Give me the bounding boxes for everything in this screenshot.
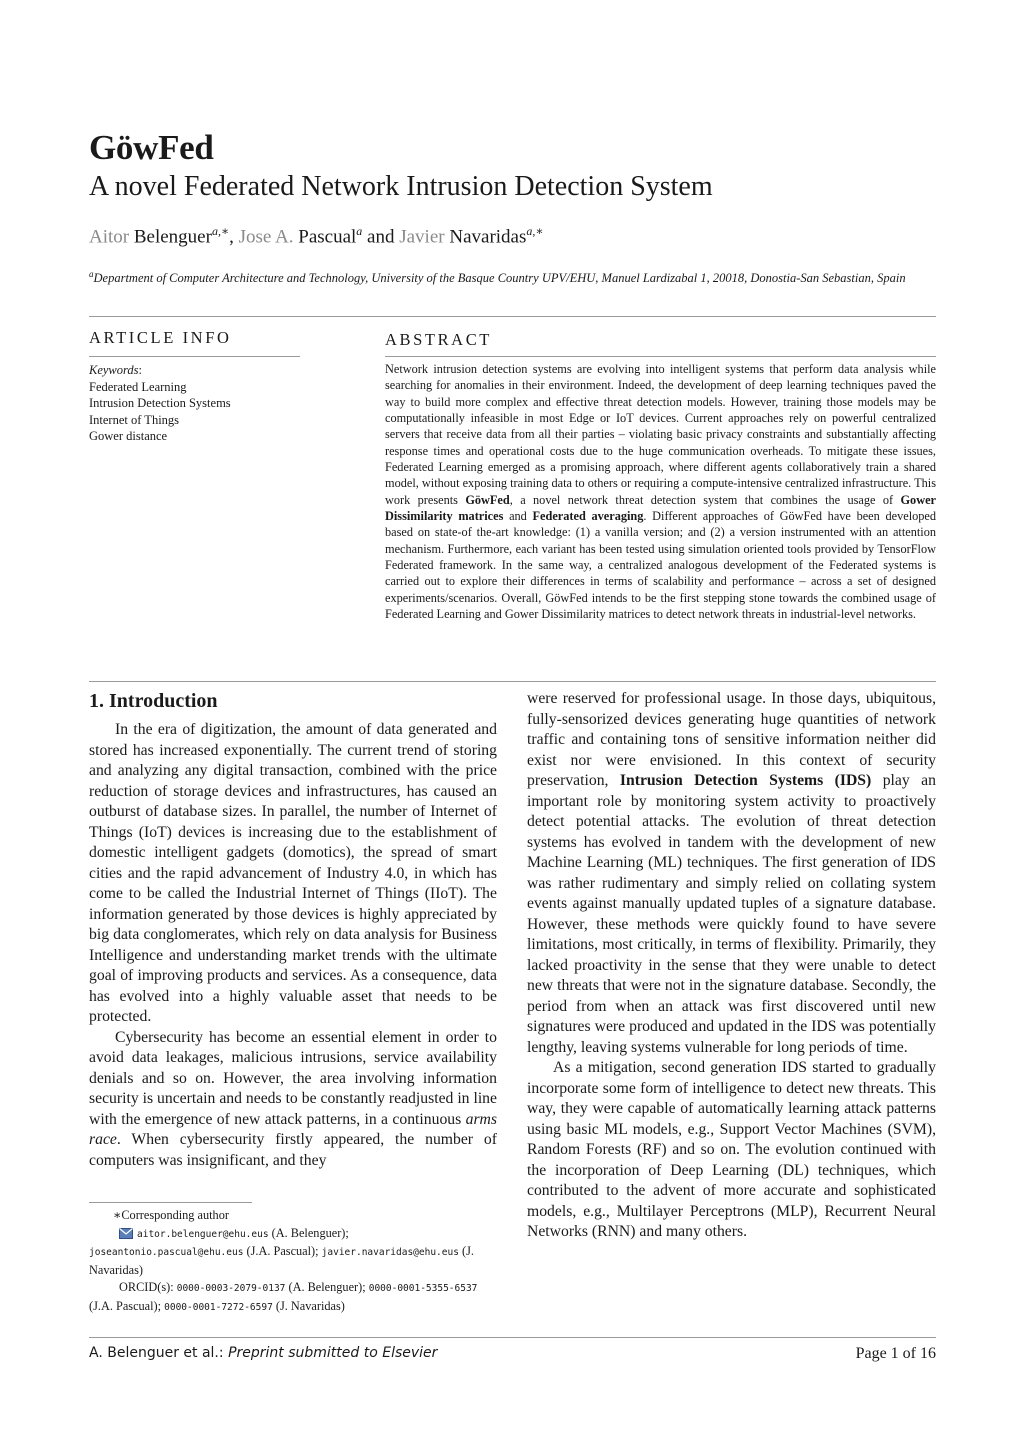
envelope-icon: [119, 1228, 133, 1239]
footer-authors: A. Belenguer et al.: [89, 1345, 219, 1361]
author-given-name: Aitor: [89, 226, 130, 248]
author-family-name: Navaridas: [449, 226, 527, 248]
abstract-run: Network intrusion detection systems are evolving into intelligent systems that perform data analysis while searching for anomalies in their environment. Indeed, the development of deep learning techniques paved the way to build more complex and effective threat detection models. However, training those models may be computationally infeasible in most Edge or IoT devices. Current approaches rely on powerful centralized servers that receive data from all their parties – violating basic privacy constraints and substantially affecting response times and operational costs due to the huge communication overheads. To mitigate these issues, Federated Learning emerged as a promising approach, where different agents collaboratively train a shared model, without exposing training data to others or requiring a compute-intensive centralized infrastructure. This work presents: [385, 362, 936, 507]
text-run: . When cybersecurity firstly appeared, the number of computers was insignificant, and they: [89, 1131, 497, 1169]
orcid-owner: (J. Navaridas): [272, 1298, 345, 1313]
footnote: [89, 1207, 498, 1316]
abstract-bottom-rule: [89, 681, 936, 682]
author-list: [89, 224, 544, 248]
emphasis-run: arms race: [89, 1110, 497, 1148]
orcid-id: 0000-0001-5355-6537: [368, 1283, 478, 1294]
email-list: [89, 1225, 498, 1280]
author-separator: and: [362, 226, 400, 248]
body-paragraph: [89, 1028, 497, 1172]
footer-venue: Preprint submitted to Elsevier: [228, 1345, 438, 1361]
abstract-emphasis: GöwFed: [465, 492, 510, 507]
orcid-label: ORCID(s):: [119, 1280, 177, 1294]
corresponding-note: ∗Corresponding author: [113, 1208, 229, 1222]
running-footer: [89, 1345, 437, 1361]
right-column-body: [527, 689, 936, 1243]
paper-title: GöwFed: [89, 128, 214, 167]
body-paragraph: [89, 720, 497, 1028]
affiliation-text: Department of Computer Architecture and Technology, University of the Basque Country UPV/EHU, Manuel Lardizabal 1, 20018, Donostia-San Sebastian, Spain: [93, 271, 906, 286]
email-address: javier.navaridas@ehu.eus: [321, 1247, 459, 1258]
abstract-emphasis: Gower Dissimilarity matrices: [385, 492, 936, 524]
abstract-run: and: [503, 509, 533, 524]
author-mark: a: [356, 224, 363, 238]
author-given-name: Javier: [399, 226, 445, 248]
article-info-heading: ARTICLE INFO: [89, 328, 232, 347]
keywords-label: Keywords: [89, 363, 139, 377]
footer-colon: :: [218, 1345, 229, 1361]
footer-rule: [89, 1337, 936, 1338]
keywords-block: Keywords: Federated Learning Intrusion Detection Systems Internet of Things Gower distance: [89, 362, 299, 445]
text-run: were reserved for professional usage. In those days, ubiquitous, fully-sensorized devices generating huge quantities of network traffic and containing tons of sensitive information neither did exist nor were envisioned. In this context of security preservation,: [527, 690, 936, 789]
abstract-rule: [385, 356, 936, 357]
abstract-run: . Different approaches of GöwFed have been developed based on state-of the-art knowledge: (1) a vanilla version; and (2) a version instrumented with an attention mechanism. Furthermore, each variant has been tested using simulation oriented tools provided by TensorFlow Federated framework. In the same way, a centralized analogous development of the Federated systems is carried out to explore their differences in terms of scalability and performance – across a set of designed experiments/scenarios. Overall, GöwFed intends to be the first stepping stone towards the combined usage of Federated Learning and Gower Dissimilarity matrices to detect network threats in industrial-level networks.: [385, 509, 937, 622]
body-paragraph: [527, 1058, 936, 1243]
text-run: Cybersecurity has become an essential element in order to avoid data leakages, malicious intrusions, service availability denials and so on. However, the area involving information security is uncertain and needs to be constantly readjusted in line with the emergence of new attack patterns, in a continuous: [89, 1028, 497, 1128]
text-run: As a mitigation, second generation IDS started to gradually incorporate some form of intelligence to detect new threats. This way, they were capable of automatically learning attack patterns using basic ML models, e.g., Support Vector Machines (SVM), Random Forests (RF) and so on. The evolution continued with the incorporation of Deep Learning (DL) techniques, which contributed to the advent of more accurate and sophisticated models, e.g., Multilayer Perceptrons (MLP), Recurrent Neural Networks (RNN) and many others.: [527, 1059, 936, 1240]
author-given-name: Jose A.: [238, 226, 294, 248]
email-address: joseantonio.pascual@ehu.eus: [89, 1247, 244, 1258]
abstract-text: [385, 361, 936, 623]
emphasis-run: Intrusion Detection Systems (IDS): [619, 772, 872, 789]
orcid-owner: (A. Belenguer);: [285, 1280, 369, 1294]
orcid-id: 0000-0001-7272-6597: [164, 1301, 273, 1313]
email-owner: (J.A. Pascual);: [243, 1244, 322, 1258]
abstract-heading: ABSTRACT: [385, 330, 492, 349]
text-run: play an important role by monitoring system activity to proactively detect potential attacks. The evolution of threat detection systems has evolved in tandem with the development of new Machine Learning (ML) techniques. The first generation of IDS was rather rudimentary and simply relied on collating system events against manually updated tuples of a signature database. However, these methods were quickly found to have severe limitations, most critically, in terms of flexibility. Primarily, they lacked proactivity in the sense that they were unable to detect new threats that were not in the signature database. Secondly, the period from when an attack was first discovered until new signatures were produced and updated in the IDS was potentially lengthy, leaving systems vulnerable for long periods of time.: [527, 772, 936, 1056]
keyword-item: Intrusion Detection Systems: [89, 396, 231, 410]
email-address: aitor.belenguer@ehu.eus: [137, 1228, 269, 1240]
author-mark: a,∗: [211, 224, 230, 238]
text-run: In the era of digitization, the amount of data generated and stored has increased exponentially. The current trend of storing and analyzing any digital transaction, combined with the price reduction of storage devices and infrastructures, has caused an outburst of database sizes. In parallel, the number of Internet of Things (IoT) devices is increasing due to the establishment of domestic intelligent gadgets (domotics), the spread of smart cities and the rapid advancement of Industry 4.0, in which has come to be called the Industrial Internet of Things (IIoT). The information generated by those devices is highly appreciated by big data conglomerates, which rely on data analysis for Business Intelligence and understanding market trends with the ultimate goal of improving products and services. As a consequence, data has evolved into a highly valuable asset that needs to be protected.: [89, 721, 497, 1025]
author-separator: ,: [229, 226, 239, 248]
keyword-item: Internet of Things: [89, 412, 180, 427]
keyword-item: Federated Learning: [89, 379, 187, 394]
author-family-name: Pascual: [298, 226, 357, 248]
orcid-id: 0000-0003-2079-0137: [176, 1283, 286, 1294]
email-owner: (J. Navaridas): [89, 1244, 474, 1277]
section-heading-introduction: 1. Introduction: [89, 690, 218, 712]
email-owner: (A. Belenguer);: [268, 1225, 349, 1240]
paper-subtitle: A novel Federated Network Intrusion Detection System: [89, 171, 713, 202]
affiliation-mark: a: [89, 269, 94, 279]
page-number: Page 1 of 16: [855, 1345, 936, 1362]
author-family-name: Belenguer: [133, 226, 212, 248]
top-rule: [89, 316, 936, 317]
orcid-owner: (J.A. Pascual);: [89, 1298, 165, 1313]
abstract-run: , a novel network threat detection system that combines the usage of: [509, 492, 901, 507]
affiliation: [89, 266, 935, 287]
author-mark: a,∗: [526, 224, 544, 238]
body-paragraph: [527, 689, 936, 1058]
keywords-list: [89, 379, 299, 445]
abstract-emphasis: Federated averaging: [532, 509, 644, 524]
left-column-body: [89, 720, 497, 1171]
article-info-rule: [89, 356, 300, 357]
keyword-item: Gower distance: [89, 429, 168, 443]
orcid-list: [89, 1279, 498, 1316]
footnote-rule: [89, 1202, 252, 1203]
